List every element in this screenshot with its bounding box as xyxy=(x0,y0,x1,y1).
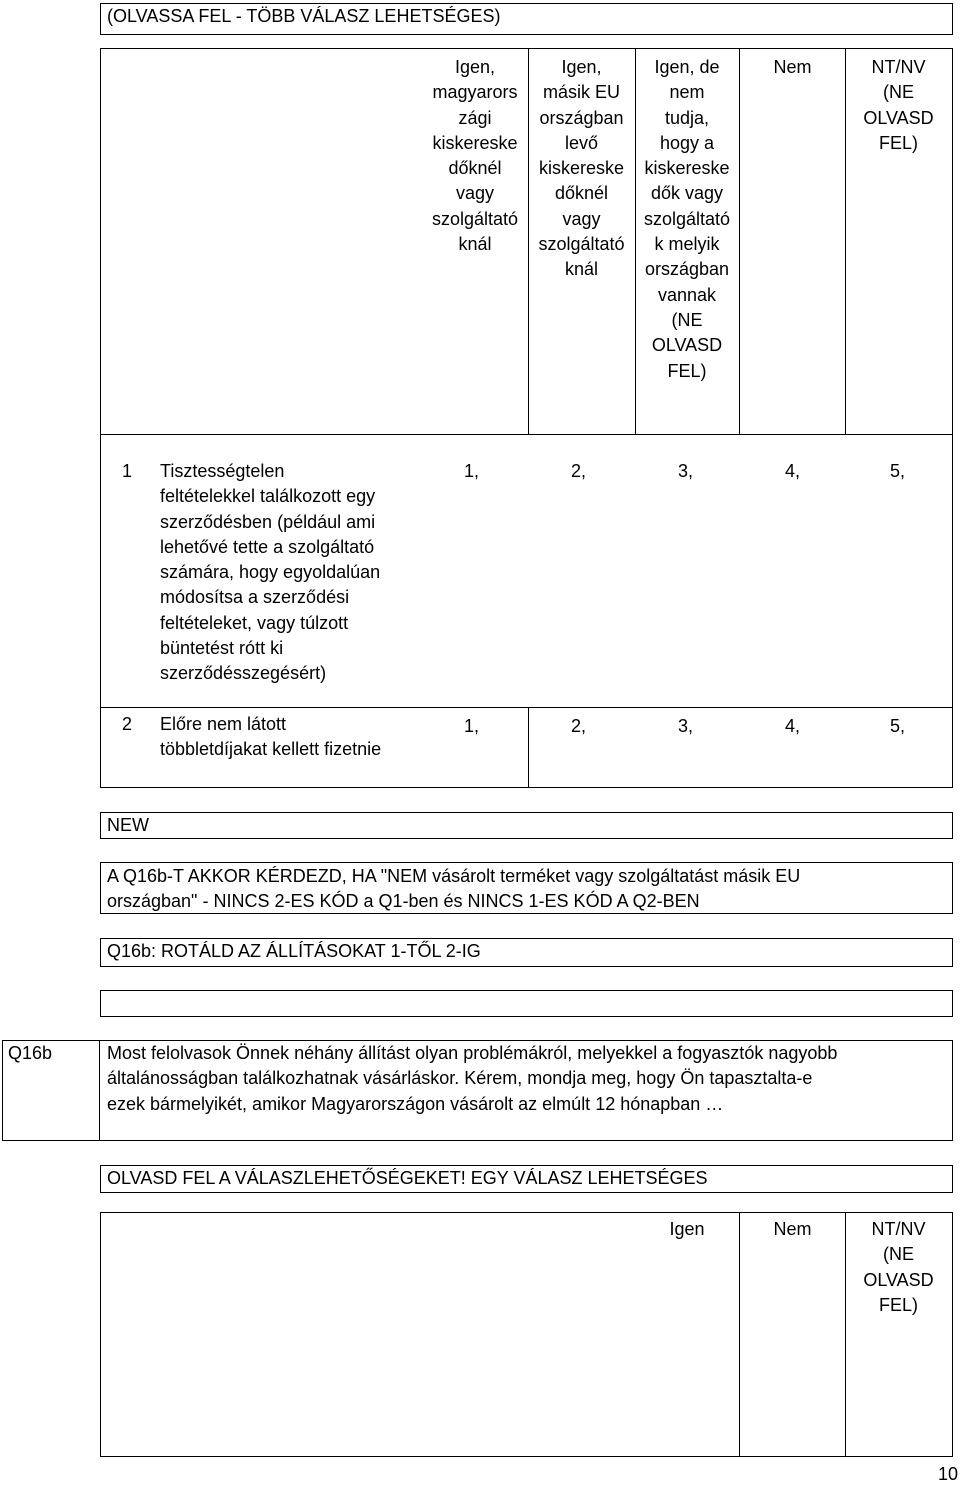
section-title: (OLVASSA FEL - TÖBB VÁLASZ LEHETSÉGES) xyxy=(107,6,501,26)
row-number: 1 xyxy=(122,461,133,481)
column-divider xyxy=(528,48,529,434)
answer-code-2[interactable]: 2, xyxy=(571,461,587,481)
row-statement: Tisztességtelen feltételekkel találkozott egy szerződésben (például ami lehetővé tette a szolgáltató számára, hogy egyoldalúan módosítsa a szerződési feltételeket, vagy túlzott büntetést rótt ki szerződésszegésért) xyxy=(160,461,381,684)
empty-box xyxy=(100,990,953,1017)
column-header: Igen, de nem tudja, hogy a kiskereske dők vagy szolgáltató k melyik országban vannak (NE OLVASD FEL) xyxy=(643,57,731,381)
column-header: Igen, magyarors zági kiskereske dőknél vagy szolgáltató knál xyxy=(431,57,519,255)
column-header: Igen, másik EU országban levő kiskereske dőknél vagy szolgáltató knál xyxy=(538,57,625,280)
answer-code-4[interactable]: 4, xyxy=(785,716,801,736)
answer-code-5[interactable]: 5, xyxy=(890,716,906,736)
table-row-divider xyxy=(100,707,953,708)
q16b-label: Q16b xyxy=(8,1043,53,1063)
column-divider xyxy=(528,707,529,788)
answer-table xyxy=(100,1212,953,1457)
answer-code-4[interactable]: 4, xyxy=(785,461,801,481)
column-divider xyxy=(739,1212,740,1457)
answer-header-yes: Igen xyxy=(669,1219,705,1239)
answer-header-no: Nem xyxy=(773,1219,812,1239)
row-number: 2 xyxy=(122,714,133,734)
answer-code-3[interactable]: 3, xyxy=(678,716,694,736)
column-divider xyxy=(739,48,740,434)
answer-code-3[interactable]: 3, xyxy=(678,461,694,481)
q16b-question-text: Most felolvasok Önnek néhány állítást olyan problémákról, melyekkel a fogyasztók nagyobb általánosságban találkozhatnak vásárláskor. Kérem, mondja meg, hogy Ön tapasztalta-e ezek bármelyikét, amikor Magyarországon vásárolt az elmúlt 12 hónapban … xyxy=(107,1043,838,1114)
column-header: Nem xyxy=(773,57,812,77)
column-header: NT/NV (NE OLVASD FEL) xyxy=(863,57,934,153)
filter-instruction: A Q16b-T AKKOR KÉRDEZD, HA "NEM vásárolt terméket vagy szolgáltatást másik EU országban" - NINCS 2-ES KÓD a Q1-ben és NINCS 1-ES KÓD A Q2-BEN xyxy=(107,866,801,912)
read-out-instruction: OLVASD FEL A VÁLASZLEHETŐSÉGEKET! EGY VÁLASZ LEHETSÉGES xyxy=(107,1168,708,1188)
answer-code-1[interactable]: 1, xyxy=(464,461,480,481)
answer-code-1[interactable]: 1, xyxy=(464,716,480,736)
table-header-divider xyxy=(100,434,953,435)
rotate-instruction: Q16b: ROTÁLD AZ ÁLLÍTÁSOKAT 1-TŐL 2-IG xyxy=(107,941,481,961)
new-label: NEW xyxy=(107,815,149,835)
answer-code-2[interactable]: 2, xyxy=(571,716,587,736)
new-label-box xyxy=(100,812,953,839)
row-statement: Előre nem látott többletdíjakat kellett fizetnie xyxy=(160,714,382,760)
answer-header-dk: NT/NV (NE OLVASD FEL) xyxy=(863,1219,934,1315)
answer-code-5[interactable]: 5, xyxy=(890,461,906,481)
q16b-divider xyxy=(99,1040,100,1141)
page-number: 10 xyxy=(938,1464,959,1484)
